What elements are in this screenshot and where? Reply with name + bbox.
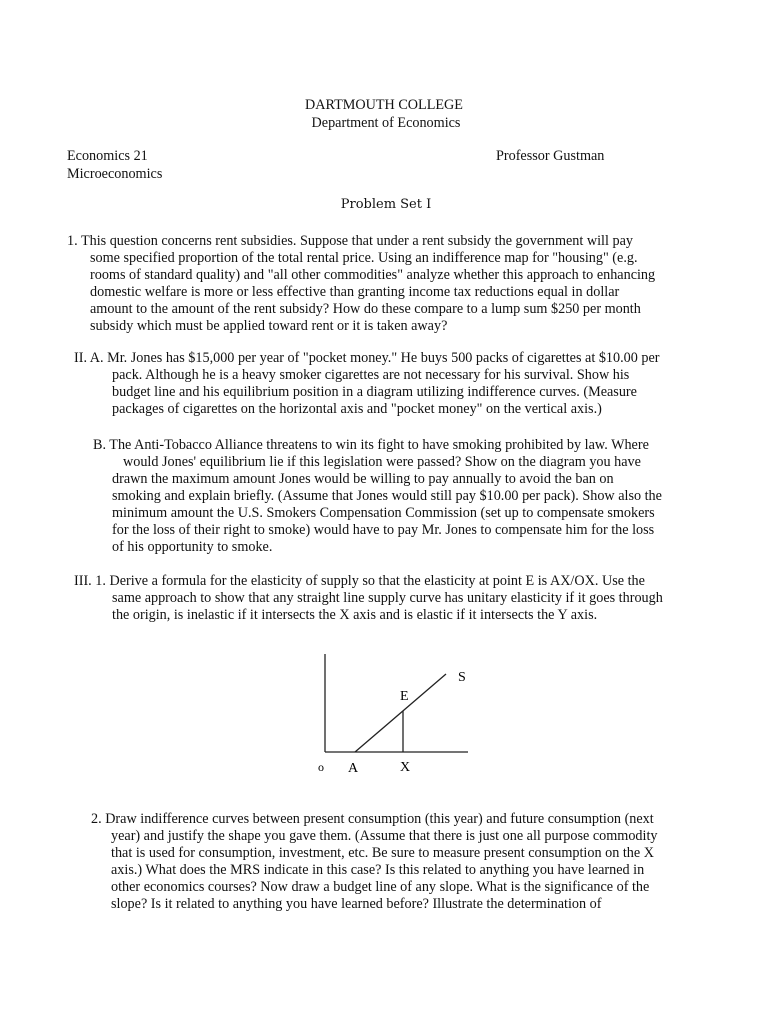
question-3-2-line: that is used for consumption, investment, etc. Be sure to measure present consumption on the X: [111, 845, 654, 861]
question-3-2-line: year) and justify the shape you gave them. (Assume that there is just one all purpose commodity: [111, 828, 658, 844]
course-number: Economics 21: [67, 148, 148, 164]
question-1-line: subsidy which must be applied toward rent or it is taken away?: [90, 318, 448, 334]
question-2b-line: for the loss of their right to smoke) would have to pay Mr. Jones to compensate him for the loss: [112, 522, 655, 538]
course-subtitle: Microeconomics: [67, 166, 163, 182]
label-x: X: [400, 760, 411, 775]
question-1-line: rooms of standard quality) and "all other commodities" analyze whether this approach to enhancing: [90, 267, 656, 283]
department-name: Department of Economics: [311, 115, 461, 131]
question-2a-line: pack. Although he is a heavy smoker cigarettes are not necessary for his survival. Show his: [112, 367, 630, 383]
question-3-1-line: same approach to show that any straight line supply curve has unitary elasticity if it goes through: [112, 590, 663, 606]
question-2b-line: of his opportunity to smoke.: [112, 539, 273, 555]
question-2b: [93, 437, 713, 556]
page-title: Problem Set I: [340, 197, 432, 212]
question-3-2-line: slope? Is it related to anything you have learned before? Illustrate the determination of: [111, 896, 602, 912]
question-1-line: amount to the amount of the rent subsidy? How do these compare to a lump sum $250 per month: [90, 301, 641, 317]
question-1: [67, 233, 707, 335]
question-1-line: This question concerns rent subsidies. Suppose that under a rent subsidy the government will pay: [80, 233, 633, 249]
question-3-1: [74, 573, 714, 624]
question-3-2-line: other economics courses? Now draw a budget line of any slope. What is the significance of the: [111, 879, 650, 895]
question-1-number: 1.: [67, 233, 78, 249]
question-3-2-line: 2. Draw indifference curves between present consumption (this year) and future consumption (next: [91, 811, 654, 827]
label-e: E: [400, 689, 409, 704]
question-2a: [74, 350, 714, 418]
professor-name: Professor Gustman: [496, 148, 605, 164]
question-3-2: [91, 811, 701, 913]
label-a: A: [348, 761, 359, 776]
question-2b-line: would Jones' equilibrium lie if this legislation were passed? Show on the diagram you have: [123, 454, 641, 470]
question-2b-line: B. The Anti-Tobacco Alliance threatens to win its fight to have smoking prohibited by law. Where: [93, 437, 649, 453]
question-2a-line: packages of cigarettes on the horizontal axis and "pocket money" on the vertical axis.): [112, 401, 602, 417]
supply-diagram-svg: [300, 648, 500, 788]
question-1-line: domestic welfare is more or less effective than granting income tax reductions equal in dollar: [90, 284, 620, 300]
supply-diagram: [300, 648, 500, 788]
question-3-1-line: the origin, is inelastic if it intersects the X axis and is elastic if it intersects the Y axis.: [112, 607, 598, 623]
question-2b-line: smoking and explain briefly. (Assume that Jones would still pay $10.00 per pack). Show also the: [112, 488, 662, 504]
supply-curve: [355, 674, 446, 752]
question-2a-line: budget line and his equilibrium position in a diagram utilizing indifference curves. (Measure: [112, 384, 637, 400]
question-2b-line: drawn the maximum amount Jones would be willing to pay annually to avoid the ban on: [112, 471, 614, 487]
question-3-1-line: III. 1. Derive a formula for the elasticity of supply so that the elasticity at point E is AX/OX. Use the: [74, 573, 645, 589]
college-name: DARTMOUTH COLLEGE: [305, 97, 463, 113]
question-2b-line: minimum amount the U.S. Smokers Compensation Commission (set up to compensate smokers: [112, 505, 655, 521]
question-2a-line: II. A. Mr. Jones has $15,000 per year of "pocket money." He buys 500 packs of cigarettes at $10.00 per: [74, 350, 660, 366]
question-3-2-line: axis.) What does the MRS indicate in this case? Is this related to anything you have learned in: [111, 862, 645, 878]
question-1-line: some specified proportion of the total rental price. Using an indifference map for "housing" (e.g.: [90, 250, 638, 266]
label-o: o: [318, 760, 324, 774]
label-s: S: [458, 670, 466, 685]
